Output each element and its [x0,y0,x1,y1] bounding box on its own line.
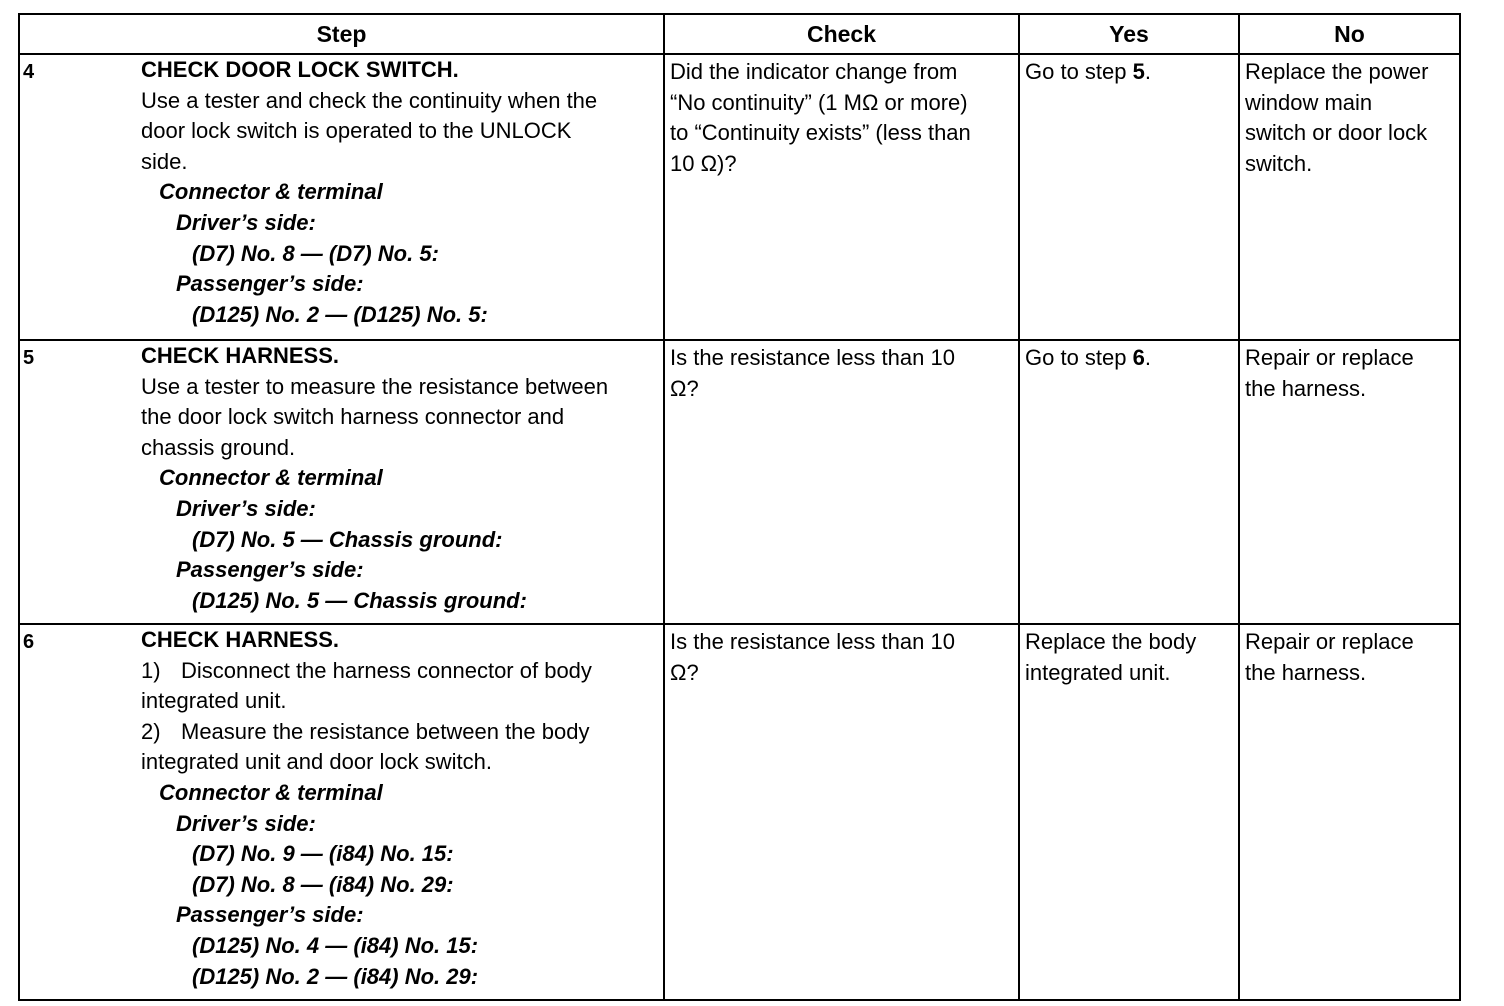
passenger-side-label: Passenger’s side: [176,557,364,583]
check-cell [664,340,1019,624]
yes-prefix: Go to step [1025,345,1133,370]
terminal-pair: (D7) No. 8 — (i84) No. 29: [192,871,454,897]
yes-prefix: Go to step [1025,59,1133,84]
no-line: the harness. [1245,659,1367,685]
substep-line: integrated unit. [141,688,287,714]
terminal-pair: (D125) No. 2 — (D125) No. 5: [192,301,488,327]
step-number: 4 [23,61,35,83]
check-cell [664,54,1019,340]
no-cell [1239,340,1460,624]
step-desc-line: chassis ground. [141,434,296,460]
table-row [19,624,1460,1000]
yes-text [1025,57,1234,88]
step-desc-line: Use a tester and check the continuity when the [141,87,598,113]
step-desc-line: the door lock switch harness connector and [141,404,565,430]
no-line: switch or door lock [1245,120,1428,146]
substep-line: integrated unit and door lock switch. [141,749,492,775]
no-line: Replace the power [1245,59,1429,84]
driver-side-label: Driver’s side: [176,209,316,235]
check-line: Ω? [670,375,699,401]
substep-line [141,656,659,687]
header-yes: Yes [1019,14,1239,54]
terminal-pair: (D7) No. 8 — (D7) No. 5: [192,240,439,266]
table-row [19,54,1460,340]
yes-step-ref: 5 [1132,59,1145,84]
step-body [141,625,663,992]
connector-terminal-label: Connector & terminal [159,779,383,805]
header-step: Step [19,14,664,54]
terminal-pair: (D7) No. 9 — (i84) No. 15: [192,841,454,867]
yes-line: Replace the body [1025,629,1197,654]
step-desc-line: door lock switch is operated to the UNLOCK [141,118,572,144]
table-row [19,340,1460,624]
check-cell [664,624,1019,1000]
substep-text: Disconnect the harness connector of body [181,657,592,683]
header-check: Check [664,14,1019,54]
check-line: Ω? [670,659,699,685]
yes-step-ref: 6 [1132,345,1145,370]
no-line: switch. [1245,150,1313,176]
step-cell [19,340,664,624]
step-number: 6 [23,631,35,653]
check-line: Is the resistance less than 10 [670,345,955,370]
yes-text [1025,343,1234,374]
driver-side-label: Driver’s side: [176,495,316,521]
substep-line [141,717,659,748]
step-title: CHECK HARNESS. [141,343,340,368]
substep-number: 2) [141,718,161,744]
no-line: the harness. [1245,375,1367,401]
header-row [19,14,1460,54]
step-cell [19,624,664,1000]
terminal-pair: (D125) No. 2 — (i84) No. 29: [192,963,479,989]
yes-cell [1019,54,1239,340]
terminal-pair: (D125) No. 4 — (i84) No. 15: [192,932,479,958]
check-line: to “Continuity exists” (less than [670,120,971,146]
terminal-pair: (D7) No. 5 — Chassis ground: [192,526,503,552]
yes-cell [1019,340,1239,624]
substep-number: 1) [141,657,161,683]
step-title: CHECK DOOR LOCK SWITCH. [141,57,459,82]
check-line: “No continuity” (1 MΩ or more) [670,89,968,115]
yes-cell [1019,624,1239,1000]
yes-line: integrated unit. [1025,659,1171,685]
driver-side-label: Driver’s side: [176,810,316,836]
substep-text: Measure the resistance between the body [181,718,590,744]
passenger-side-label: Passenger’s side: [176,271,364,297]
check-line: Did the indicator change from [670,59,958,84]
connector-terminal-label: Connector & terminal [159,465,383,491]
no-line: Repair or replace [1245,345,1414,370]
step-body [141,55,663,330]
step-body [141,341,663,616]
terminal-pair: (D125) No. 5 — Chassis ground: [192,587,527,613]
check-line: Is the resistance less than 10 [670,629,955,654]
no-line: window main [1245,89,1373,115]
step-title: CHECK HARNESS. [141,627,340,652]
passenger-side-label: Passenger’s side: [176,902,364,928]
no-cell [1239,624,1460,1000]
header-no: No [1239,14,1460,54]
no-line: Repair or replace [1245,629,1414,654]
diagnostic-table [18,13,1461,1001]
step-cell [19,54,664,340]
yes-suffix: . [1144,59,1151,84]
check-line: 10 Ω)? [670,150,737,176]
step-number: 5 [23,347,35,369]
connector-terminal-label: Connector & terminal [159,179,383,205]
yes-suffix: . [1144,345,1151,370]
no-cell [1239,54,1460,340]
step-desc-line: Use a tester to measure the resistance between [141,373,609,399]
step-desc-line: side. [141,148,188,174]
